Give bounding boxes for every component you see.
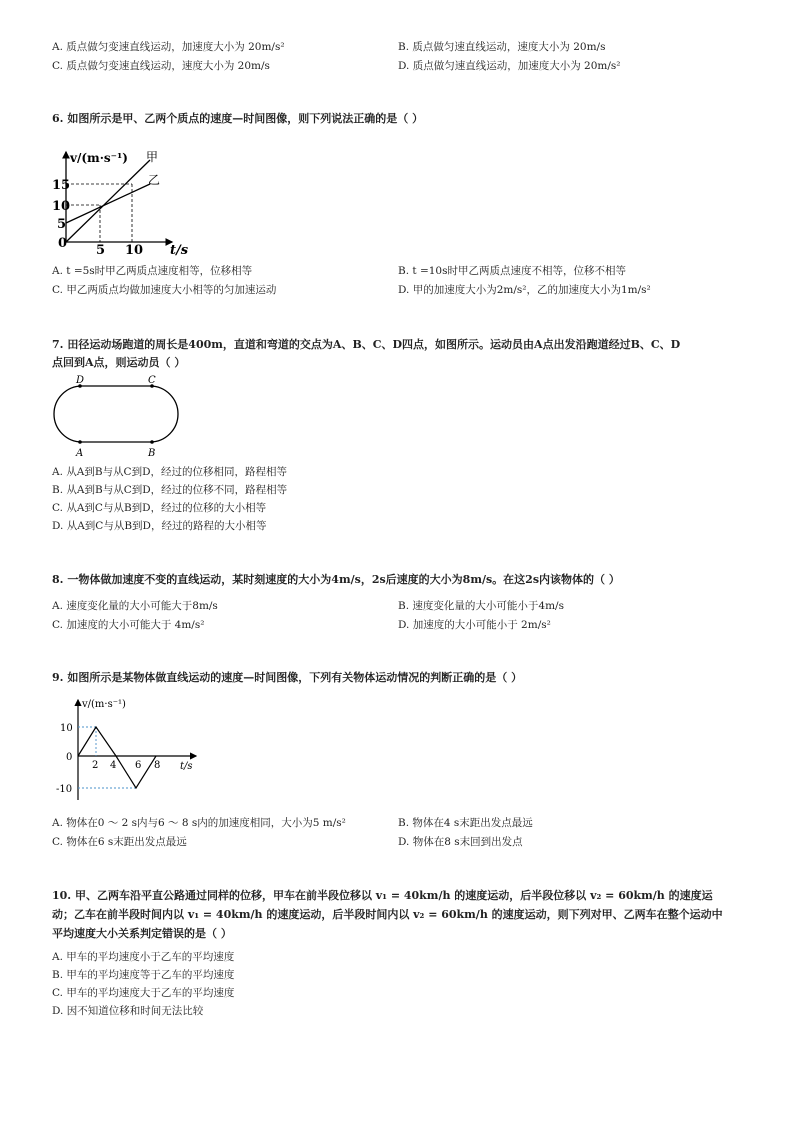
q6-option-a: A. t =5s时甲乙两质点速度相等，位移相等 bbox=[52, 265, 253, 277]
q6-line-yi bbox=[66, 184, 150, 223]
q10-title-line2: 动；乙车在前半段时间内以 v₁ = 40km/h 的速度运动，后半段时间内以 v₂ = 60km/h 的速度运动，则下列对甲、乙两车在整个运动中 bbox=[52, 908, 723, 921]
q10-option-c: C. 甲车的平均速度大于乙车的平均速度 bbox=[52, 987, 235, 999]
q8-title: 8. 一物体做加速度不变的直线运动，某时刻速度的大小为4m/s，2s后速度的大小为8m/s。在这2s内该物体的（ ） bbox=[52, 573, 620, 586]
q6-line-jia-label: 甲 bbox=[146, 150, 159, 164]
q10-option-d: D. 因不知道位移和时间无法比较 bbox=[52, 1005, 204, 1017]
q6-title: 6. 如图所示是甲、乙两个质点的速度—时间图像，则下列说法正确的是（ ） bbox=[52, 112, 424, 125]
q6-origin-label: 0 bbox=[58, 236, 68, 251]
q7-title-line1: 7. 田径运动场跑道的周长是400m，直道和弯道的交点为A、B、C、D四点，如图所示。运动员由A点出发沿跑道经过B、C、D bbox=[52, 338, 681, 351]
q6-line-yi-label: 乙 bbox=[148, 173, 161, 187]
q9-y-label: v/(m·s⁻¹) bbox=[82, 699, 126, 710]
q9-origin-label: 0 bbox=[66, 752, 73, 763]
q6-y-label: v/(m·s⁻¹) bbox=[70, 151, 128, 165]
q9-x-tick-8: 8 bbox=[154, 760, 161, 771]
q7-point-b bbox=[150, 440, 154, 444]
q8-option-b: B. 速度变化量的大小可能小于4m/s bbox=[398, 600, 564, 612]
q10-option-a: A. 甲车的平均速度小于乙车的平均速度 bbox=[52, 951, 235, 963]
q10-title-line1: 10. 甲、乙两车沿平直公路通过同样的位移，甲车在前半段位移以 v₁ = 40km/h 的速度运动，后半段位移以 v₂ = 60km/h 的速度运 bbox=[52, 889, 713, 902]
q7-option-c: C. 从A到C与从B到D，经过的位移的大小相等 bbox=[52, 502, 267, 514]
q6-option-c: C. 甲乙两质点均做加速度大小相等的匀加速运动 bbox=[52, 284, 277, 296]
q9-option-d: D. 物体在8 s末回到出发点 bbox=[398, 836, 523, 848]
q9-x-tick-4: 4 bbox=[110, 760, 117, 771]
q5-option-b: B. 质点做匀速直线运动，速度大小为 20m/s bbox=[398, 41, 606, 53]
q5-option-d: D. 质点做匀速直线运动，加速度大小为 20m/s² bbox=[398, 60, 621, 72]
q6-y-tick-5: 5 bbox=[57, 217, 67, 232]
q7-option-a: A. 从A到B与从C到D，经过的位移相同，路程相等 bbox=[52, 466, 288, 478]
q8-option-a: A. 速度变化量的大小可能大于8m/s bbox=[52, 600, 218, 612]
q7-track-outline bbox=[54, 386, 178, 442]
q7-option-d: D. 从A到C与从B到D，经过的路程的大小相等 bbox=[52, 520, 267, 532]
q6-y-tick-10: 10 bbox=[52, 199, 71, 214]
q9-y-tick-neg10: -10 bbox=[56, 784, 73, 795]
q9-velocity-line bbox=[78, 727, 156, 788]
q6-x-tick-10: 10 bbox=[125, 243, 144, 258]
q6-velocity-time-graph bbox=[52, 146, 212, 258]
q9-option-c: C. 物体在6 s末距出发点最远 bbox=[52, 836, 187, 848]
q6-y-tick-15: 15 bbox=[52, 178, 71, 193]
q6-option-d: D. 甲的加速度大小为2m/s²，乙的加速度大小为1m/s² bbox=[398, 284, 651, 296]
q6-line-jia bbox=[66, 160, 150, 242]
q7-label-c: C bbox=[148, 375, 156, 386]
q9-y-tick-10: 10 bbox=[60, 723, 73, 734]
q7-label-d: D bbox=[76, 375, 85, 386]
q10-title-line3: 平均速度大小关系判定错误的是（ ） bbox=[52, 927, 232, 940]
q7-running-track-diagram bbox=[52, 374, 182, 460]
q7-label-b: B bbox=[148, 448, 156, 459]
q9-x-tick-2: 2 bbox=[92, 760, 99, 771]
q6-x-label: t/s bbox=[170, 243, 189, 258]
q7-option-b: B. 从A到B与从C到D，经过的位移不同，路程相等 bbox=[52, 484, 288, 496]
q9-option-a: A. 物体在0 ～ 2 s内与6 ～ 8 s内的加速度相同，大小为5 m/s² bbox=[52, 817, 346, 829]
q8-option-d: D. 加速度的大小可能小于 2m/s² bbox=[398, 619, 551, 631]
q5-option-a: A. 质点做匀变速直线运动，加速度大小为 20m/s² bbox=[52, 41, 285, 53]
q10-option-b: B. 甲车的平均速度等于乙车的平均速度 bbox=[52, 969, 235, 981]
q6-x-tick-5: 5 bbox=[96, 243, 106, 258]
q9-x-tick-6: 6 bbox=[135, 760, 142, 771]
q9-x-label: t/s bbox=[180, 761, 193, 772]
q9-option-b: B. 物体在4 s末距出发点最远 bbox=[398, 817, 533, 829]
q7-title-line2: 点回到A点，则运动员（ ） bbox=[52, 356, 186, 369]
q6-option-b: B. t =10s时甲乙两质点速度不相等，位移不相等 bbox=[398, 265, 626, 277]
q8-option-c: C. 加速度的大小可能大于 4m/s² bbox=[52, 619, 205, 631]
q7-label-a: A bbox=[76, 448, 84, 459]
q7-point-a bbox=[78, 440, 82, 444]
q9-velocity-time-graph bbox=[52, 694, 202, 804]
q9-title: 9. 如图所示是某物体做直线运动的速度—时间图像，下列有关物体运动情况的判断正确的是（ ） bbox=[52, 671, 523, 684]
q5-option-c: C. 质点做匀变速直线运动，速度大小为 20m/s bbox=[52, 60, 270, 72]
